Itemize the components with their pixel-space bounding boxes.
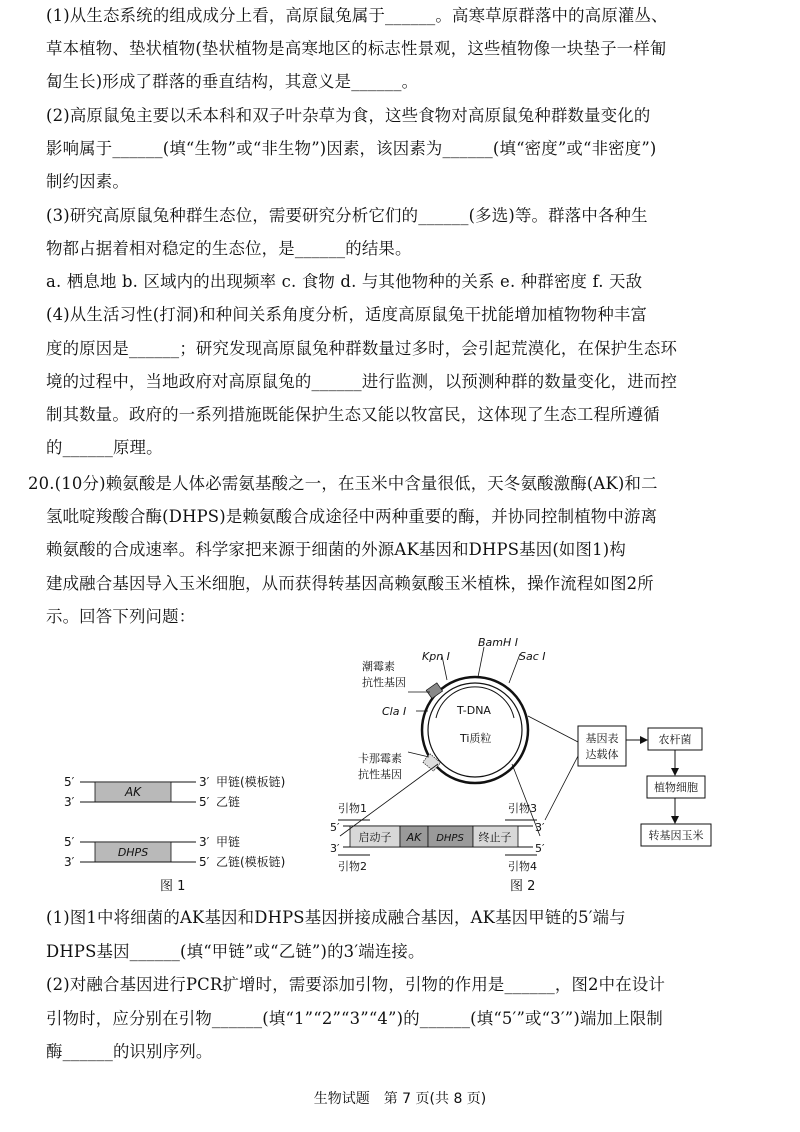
q19-line-7: (3)研究高原鼠兔种群生态位，需要研究分析它们的______(多选)等。群落中各种生 xyxy=(46,206,648,225)
ak-label: AK xyxy=(406,831,422,844)
transgenic-corn-label: 转基因玉米 xyxy=(648,829,704,842)
construct-5-right: 5′ xyxy=(535,842,545,855)
dhps-gene-label: DHPS xyxy=(117,846,149,859)
figure1-caption: 图 1 xyxy=(160,879,186,894)
construct-3-left: 3′ xyxy=(330,842,340,855)
figure1-ak-gene xyxy=(64,774,285,809)
figure2-caption: 图 2 xyxy=(510,879,536,894)
terminator-label: 终止子 xyxy=(478,831,512,844)
primer1-label: 引物1 xyxy=(338,802,367,815)
expression-vector-label-1: 基因表 xyxy=(585,732,619,745)
ak-bot-5-label: 5′ xyxy=(199,795,210,809)
q20-sub-line-5: 酶______的识别序列。 xyxy=(46,1042,213,1061)
ti-plasmid-label: Ti质粒 xyxy=(460,732,492,745)
q19-line-4: (2)高原鼠兔主要以禾本科和双子叶杂草为食，这些食物对高原鼠兔种群数量变化的 xyxy=(46,106,651,125)
q19-line-13: 制其数量。政府的一系列措施既能保护生态又能以牧富民，这体现了生态工程所遵循 xyxy=(46,405,660,424)
primer3-label: 引物3 xyxy=(508,802,537,815)
dhps-bot-3-label: 3′ xyxy=(64,855,75,869)
q20-line-5: 示。回答下列问题： xyxy=(46,607,196,626)
q20-sub-line-2: DHPS基因______(填“甲链”或“乙链”)的3′端连接。 xyxy=(46,942,425,961)
q19-options: a. 栖息地 b. 区域内的出现频率 c. 食物 d. 与其他物种的关系 e. 种群密度 f. 天敌 xyxy=(46,272,643,291)
cla-site-label: Cla Ⅰ xyxy=(382,705,407,718)
bamh-site-label: BamH Ⅰ xyxy=(478,636,519,649)
t-dna-label: T-DNA xyxy=(457,704,491,717)
construct-5-left: 5′ xyxy=(330,821,340,834)
ak-bot-strand-name: 乙链 xyxy=(216,795,241,809)
workflow-flowchart xyxy=(528,716,711,846)
hygromycin-gene-segment xyxy=(426,683,442,699)
figure1 xyxy=(64,774,285,894)
promoter-label: 启动子 xyxy=(358,831,392,844)
q20-line-4: 建成融合基因导入玉米细胞，从而获得转基因高赖氨酸玉米植株，操作流程如图2所 xyxy=(46,574,654,593)
hygromycin-label-2: 抗性基因 xyxy=(362,676,406,689)
q20-line-2: 氢吡啶羧酸合酶(DHPS)是赖氨酸合成途径中两种重要的酶，并协同控制植物中游离 xyxy=(46,507,658,526)
q19-line-6: 制约因素。 xyxy=(46,172,129,191)
ak-top-5-label: 5′ xyxy=(64,775,75,789)
q19-line-12: 境的过程中，当地政府对高原鼠兔的______进行监测，以预测种群的数量变化，进而控 xyxy=(46,372,678,391)
plant-cell-label: 植物细胞 xyxy=(654,781,698,794)
agrobacterium-label: 农杆菌 xyxy=(658,733,692,746)
q19-line-3: 匐生长)形成了群落的垂直结构，其意义是______。 xyxy=(46,72,419,91)
q19-line-10: (4)从生活习性(打洞)和种间关系角度分析，适度高原鼠兔干扰能增加植物物种丰富 xyxy=(46,305,648,324)
q20-line-1: 20.(10分)赖氨酸是人体必需氨基酸之一，在玉米中含量很低，天冬氨酸激酶(AK)和二 xyxy=(28,474,658,493)
sac-site-label: Sac Ⅰ xyxy=(519,650,546,663)
construct-3-right: 3′ xyxy=(535,821,545,834)
ak-gene-label: AK xyxy=(124,785,142,799)
q19-line-8: 物都占据着相对稳定的生态位，是______的结果。 xyxy=(46,239,412,258)
ti-plasmid xyxy=(358,636,546,783)
q20-sub-line-3: (2)对融合基因进行PCR扩增时，需要添加引物，引物的作用是______，图2中在设计 xyxy=(46,975,666,994)
dhps-top-strand-name: 甲链 xyxy=(216,835,241,849)
hygromycin-label-1: 潮霉素 xyxy=(362,660,395,673)
dhps-top-3-label: 3′ xyxy=(199,835,210,849)
kanamycin-label-2: 抗性基因 xyxy=(358,768,402,781)
q19-line-2: 草本植物、垫状植物(垫状植物是高寒地区的标志性景观，这些植物像一块垫子一样匍 xyxy=(46,39,667,58)
dhps-bot-5-label: 5′ xyxy=(199,855,210,869)
figure1-dhps-gene xyxy=(64,835,285,869)
q19-line-11: 度的原因是______；研究发现高原鼠兔种群数量过多时，会引起荒漠化，在保护生态环 xyxy=(46,339,678,358)
ak-bot-3-label: 3′ xyxy=(64,795,75,809)
page-footer: 生物试题 第 7 页(共 8 页) xyxy=(313,1091,487,1107)
q19-line-14: 的______原理。 xyxy=(46,438,163,457)
q19-line-1: (1)从生态系统的组成成分上看，高原鼠兔属于______。高寒草原群落中的高原灌丛、 xyxy=(46,6,668,25)
ak-top-3-label: 3′ xyxy=(199,775,210,789)
q20-line-3: 赖氨酸的合成速率。科学家把来源于细菌的外源AK基因和DHPS基因(如图1)构 xyxy=(46,540,626,559)
dhps-bot-strand-name: 乙链(模板链) xyxy=(216,855,286,869)
primer4-label: 引物4 xyxy=(508,860,537,873)
ak-top-strand-name: 甲链(模板链) xyxy=(216,775,286,789)
q19-line-5: 影响属于______(填“生物”或“非生物”)因素，该因素为______(填“密度”或“非密度”) xyxy=(46,139,657,158)
kpn-site-label: Kpn Ⅰ xyxy=(422,650,450,663)
kanamycin-label-1: 卡那霉素 xyxy=(358,752,402,765)
q20-sub-line-1: (1)图1中将细菌的AK基因和DHPS基因拼接成融合基因，AK基因甲链的5′端与 xyxy=(46,908,626,927)
expression-vector-label-2: 达载体 xyxy=(585,748,619,761)
figures xyxy=(0,630,800,910)
dhps-label: DHPS xyxy=(436,833,464,844)
q20-sub-line-4: 引物时，应分别在引物______(填“1”“2”“3”“4”)的______(填“5′”或“3′”)端加上限制 xyxy=(46,1009,663,1028)
figure2 xyxy=(330,636,711,894)
dhps-top-5-label: 5′ xyxy=(64,835,75,849)
primer2-label: 引物2 xyxy=(338,860,367,873)
